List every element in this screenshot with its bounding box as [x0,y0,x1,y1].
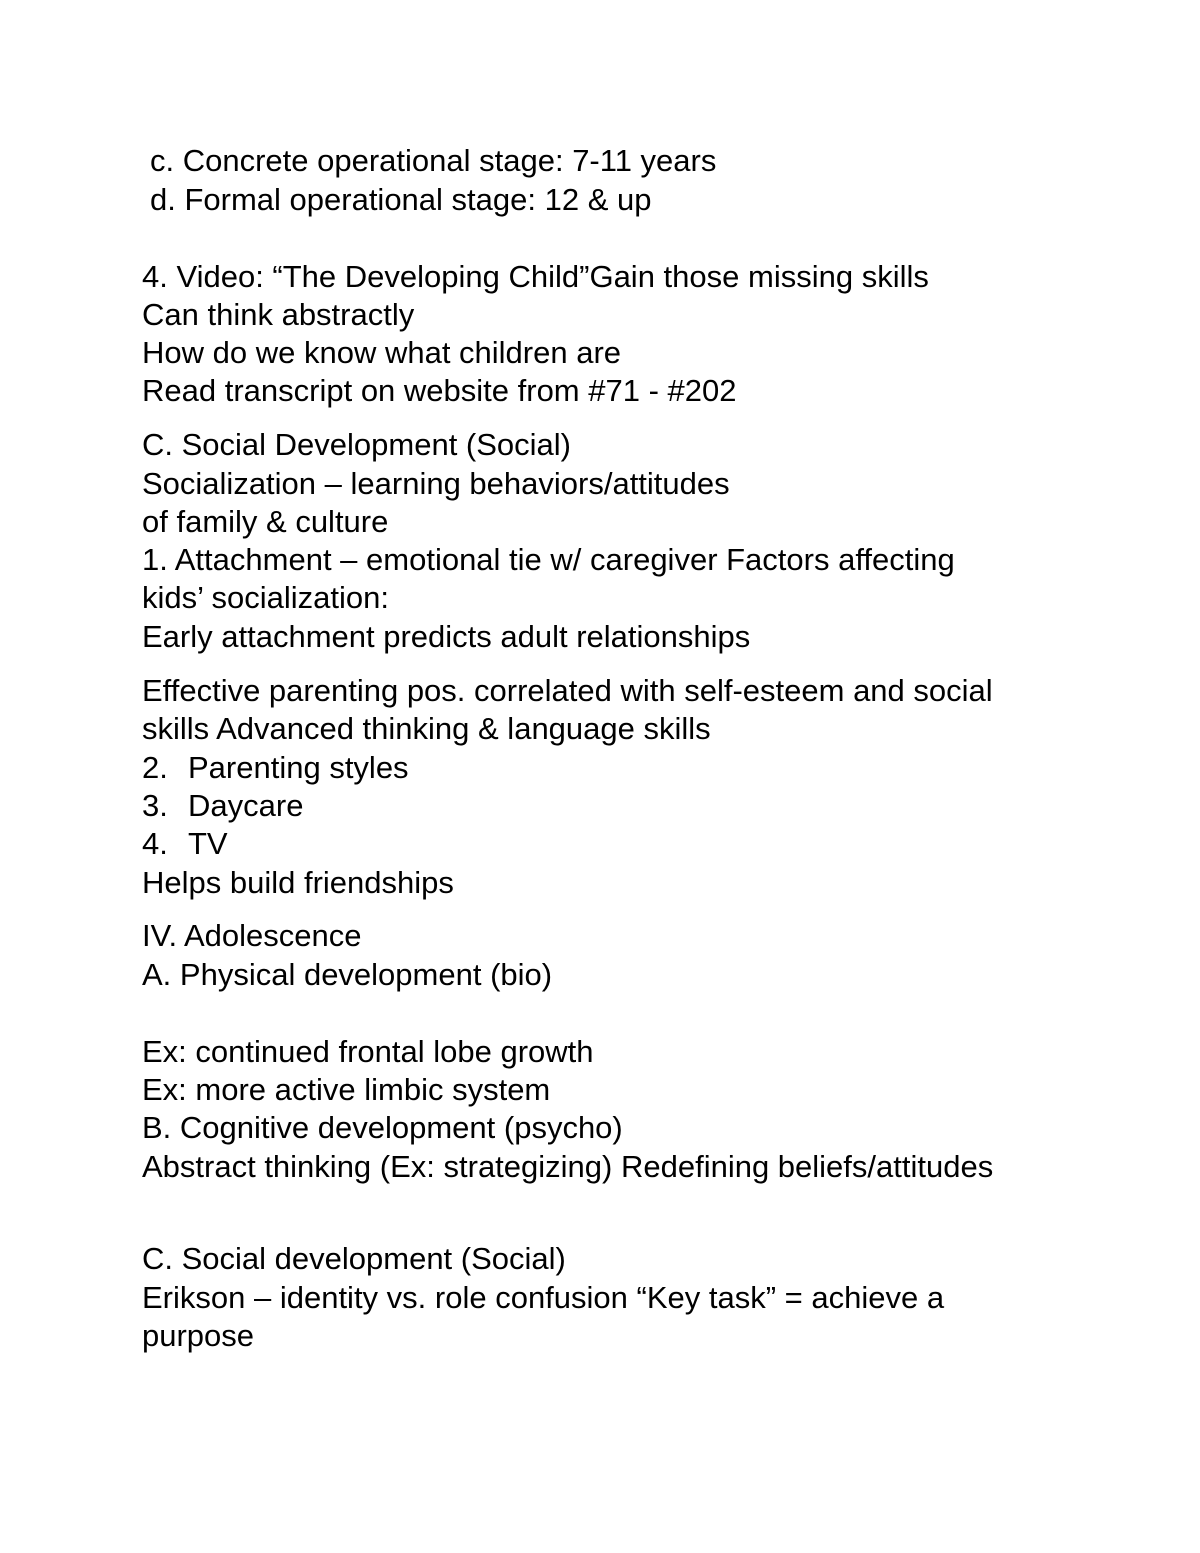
text-line: C. Social development (Social) [142,1241,566,1276]
text-line: d. Formal operational stage: 12 & up [150,182,652,217]
text-line: C. Social Development (Social) [142,427,572,462]
text-line: Effective parenting pos. correlated with self-esteem and social [142,673,993,708]
text-line: Ex: continued frontal lobe growth [142,1034,594,1069]
text-line: Abstract thinking (Ex: strategizing) Redefining beliefs/attitudes [142,1149,994,1184]
text-line: 1. Attachment – emotional tie w/ caregiver Factors affecting [142,542,955,577]
text-line: Read transcript on website from #71 - #202 [142,373,737,408]
text-line: c. Concrete operational stage: 7-11 years [150,143,717,178]
text-line: How do we know what children are [142,335,622,370]
list-item [142,749,409,787]
list-item [142,787,303,825]
list-text: Daycare [188,788,304,823]
list-text: Parenting styles [188,750,409,785]
text-line: of family & culture [142,504,389,539]
text-line: Can think abstractly [142,297,415,332]
text-line: purpose [142,1318,255,1353]
text-line: kids’ socialization: [142,580,389,615]
text-line: Socialization – learning behaviors/attitudes [142,466,730,501]
text-line: Erikson – identity vs. role confusion “Key task” = achieve a [142,1280,945,1315]
text-line: B. Cognitive development (psycho) [142,1110,623,1145]
text-line: Helps build friendships [142,865,454,900]
list-number: 3. [142,788,168,823]
text-line: Ex: more active limbic system [142,1072,551,1107]
text-line: skills Advanced thinking & language skills [142,711,711,746]
list-item [142,825,228,863]
text-line: Early attachment predicts adult relationships [142,619,751,654]
list-number: 4. [142,826,168,861]
list-text: TV [188,826,228,861]
list-number: 2. [142,750,168,785]
section-heading: IV. Adolescence [142,918,362,953]
text-line: A. Physical development (bio) [142,957,553,992]
text-line: 4. Video: “The Developing Child”Gain those missing skills [142,259,929,294]
